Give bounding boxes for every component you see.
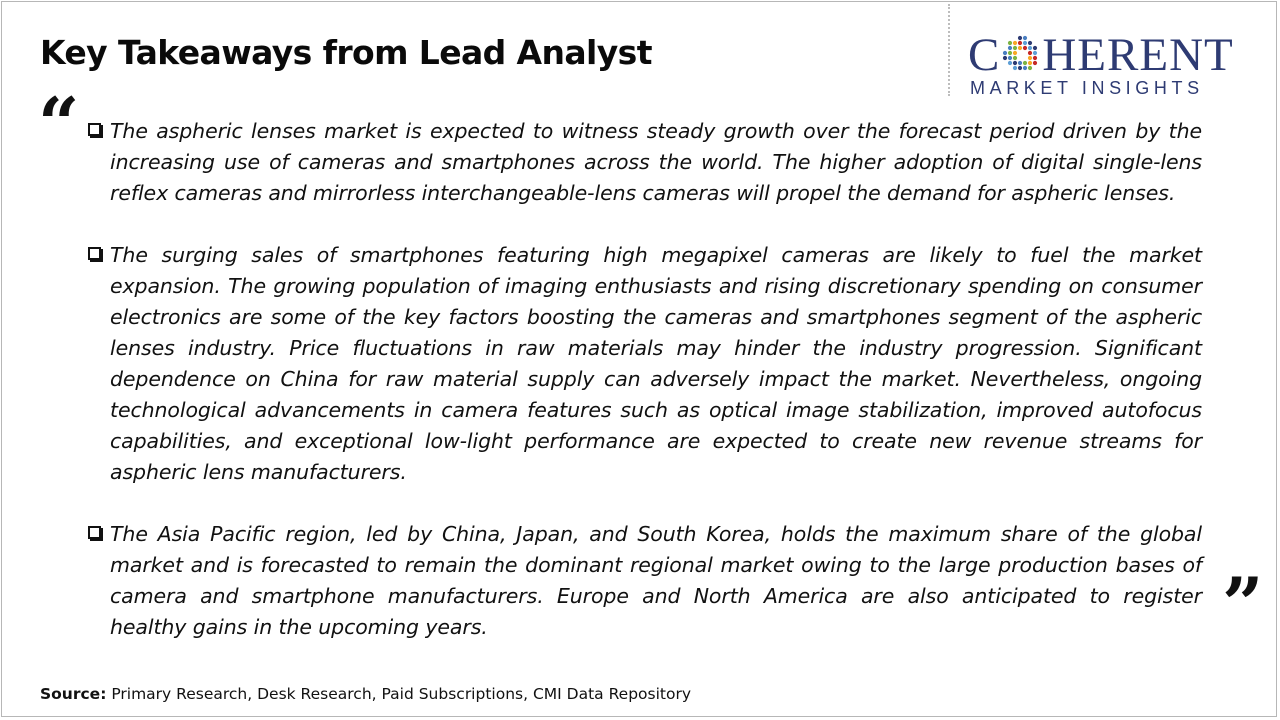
- logo-dot: [1003, 51, 1007, 55]
- logo-dot: [1033, 51, 1037, 55]
- logo-dot: [1023, 36, 1027, 40]
- checkbox-bullet-icon: [88, 526, 101, 539]
- source-text: Primary Research, Desk Research, Paid Subscriptions, CMI Data Repository: [106, 685, 692, 703]
- logo-dot: [1013, 41, 1017, 45]
- takeaway-item: [86, 519, 1202, 643]
- logo-dot: [1003, 56, 1007, 60]
- logo-dot: [1018, 46, 1022, 50]
- close-quote-icon: ”: [1222, 561, 1264, 646]
- takeaway-item: [86, 240, 1202, 488]
- logo-dot: [1008, 41, 1012, 45]
- logo-dot: [1023, 61, 1027, 65]
- slide-title: Key Takeaways from Lead Analyst: [40, 33, 652, 72]
- logo-suffix: HERENT: [1042, 29, 1234, 81]
- logo-dot: [1013, 56, 1017, 60]
- logo-dot: [1023, 46, 1027, 50]
- logo-dot: [1019, 52, 1022, 55]
- logo-dot: [1013, 66, 1017, 70]
- checkbox-bullet-icon: [88, 123, 101, 136]
- logo-dot: [1023, 41, 1027, 45]
- takeaway-text: The Asia Pacific region, led by China, Japan, and South Korea, holds the maximum share of the global market and is forecasted to remain the dominant regional market owing to the large production bases of camera and smartphone manufacturers. Europe and North America are also anticipated to register healthy gains in the upcoming years.: [110, 522, 1202, 639]
- logo-dot: [1028, 61, 1032, 65]
- takeaways-list: [86, 116, 1202, 674]
- open-quote-icon: “: [38, 81, 80, 166]
- logo-dot: [1019, 57, 1022, 60]
- logo-dot: [1008, 51, 1012, 55]
- logo-dot: [1023, 66, 1027, 70]
- logo-dot-globe-icon: [1001, 34, 1041, 74]
- takeaway-text: The aspheric lenses market is expected to witness steady growth over the forecast period driven by the increasing use of cameras and smartphones across the world. The higher adoption of digital single-lens reflex cameras and mirrorless interchangeable-lens cameras will propel the demand for aspheric lenses.: [110, 119, 1202, 205]
- logo-dot: [1013, 51, 1017, 55]
- logo-dot: [1028, 56, 1032, 60]
- logo-dot: [1033, 61, 1037, 65]
- logo-dot: [1033, 46, 1037, 50]
- logo-dot: [1013, 61, 1017, 65]
- logo-dot: [1028, 46, 1032, 50]
- logo-tagline: MARKET INSIGHTS: [970, 78, 1204, 98]
- logo-dot: [1028, 41, 1032, 45]
- source-note: [40, 685, 691, 703]
- takeaway-item: [86, 116, 1202, 209]
- source-label: Source:: [40, 685, 107, 703]
- logo-dot: [1018, 61, 1022, 65]
- logo-dot: [1008, 46, 1012, 50]
- header-divider: [948, 4, 950, 96]
- checkbox-bullet-icon: [88, 247, 101, 260]
- logo-dot: [1018, 41, 1022, 45]
- coherent-market-insights-logo: [968, 30, 1260, 100]
- logo-dot: [1024, 52, 1027, 55]
- logo-dot: [1008, 61, 1012, 65]
- logo-dot: [1024, 57, 1027, 60]
- logo-dot: [1033, 56, 1037, 60]
- logo-prefix: C: [968, 29, 1001, 81]
- logo-dot: [1018, 36, 1022, 40]
- logo-wordmark: [968, 30, 1260, 80]
- logo-dot: [1018, 66, 1022, 70]
- logo-dot: [1028, 66, 1032, 70]
- logo-dot: [1028, 51, 1032, 55]
- logo-dot: [1013, 46, 1017, 50]
- takeaway-text: The surging sales of smartphones featuring high megapixel cameras are likely to fuel the market expansion. The growing population of imaging enthusiasts and rising discretionary spending on consumer electronics are some of the key factors boosting the cameras and smartphones segment of the aspheric lenses industry. Price fluctuations in raw materials may hinder the industry progression. Significant dependence on China for raw material supply can adversely impact the market. Nevertheless, ongoing technological advancements in camera features such as optical image stabilization, improved autofocus capabilities, and exceptional low-light performance are expected to create new revenue streams for aspheric lens manufacturers.: [110, 243, 1202, 484]
- logo-dot: [1008, 56, 1012, 60]
